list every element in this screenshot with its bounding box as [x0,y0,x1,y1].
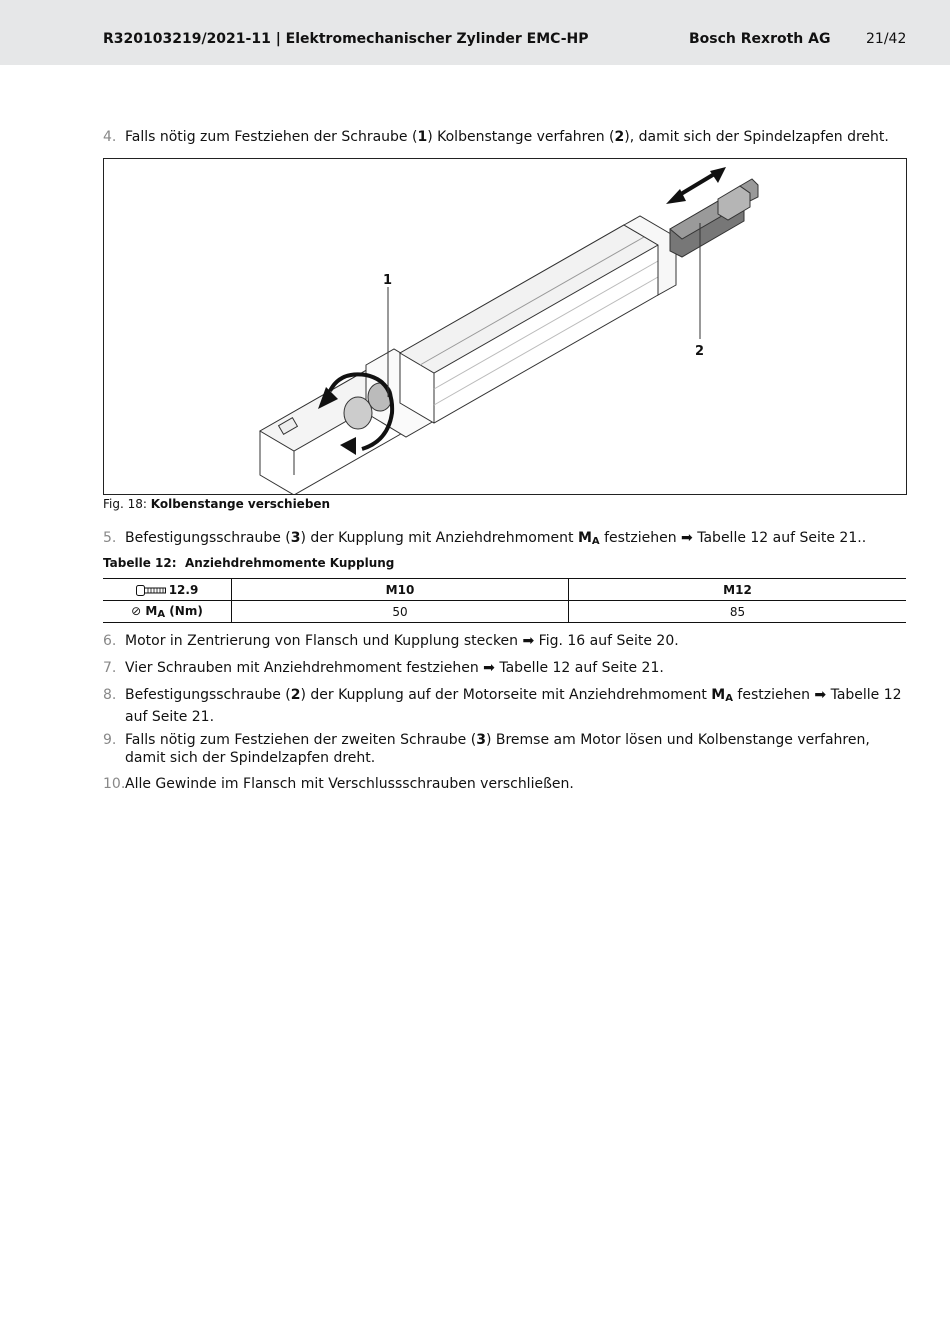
bolt-class-cell: 12.9 [103,579,232,601]
step-text: Befestigungsschraube (2) der Kupplung auf der Motorseite mit Anziehdrehmoment $M_A$ festziehen ➡ Tabelle 12 auf Seite 21. [125,687,902,725]
table-cell: 85 [569,601,907,623]
step-text: Falls nötig zum Festziehen der zweiten Schraube (3) Bremse am Motor lösen und Kolbenstange verfahren, damit sich der Spindelzapfen dreht. [125,732,870,766]
step-number: 9. [103,732,117,748]
document-title: R320103219/2021-11 | Elektromechanischer Zylinder EMC-HP [103,31,589,47]
step-number: 10. [103,776,126,792]
step-text: Vier Schrauben mit Anziehdrehmoment festziehen ➡ Tabelle 12 auf Seite 21. [125,660,664,676]
step-text: Alle Gewinde im Flansch mit Verschlussschrauben verschließen. [125,776,574,792]
step-number: 4. [103,129,117,145]
step-6 [103,632,908,650]
figure-caption: Fig. 18: Kolbenstange verschieben [103,497,331,511]
step-4 [103,128,908,146]
callout-2: 2 [695,344,705,359]
torque-table [103,578,906,623]
step-7 [103,659,908,677]
table-header-row [103,579,906,601]
step-10 [103,775,908,793]
cylinder-illustration [104,159,906,494]
company-name: Bosch Rexroth AG [689,31,831,47]
table-row [103,601,906,623]
step-number: 8. [103,687,117,703]
step-9 [103,731,908,767]
step-5 [103,529,908,551]
table-cell: 50 [232,601,569,623]
bolt-icon [136,585,166,596]
table-caption: Tabelle 12: Anziehdrehmomente Kupplung [103,556,395,570]
step-number: 5. [103,530,117,546]
step-text: Befestigungsschraube (3) der Kupplung mit Anziehdrehmoment $M_A$ festziehen ➡ Tabelle 12 auf Seite 21.. [125,530,867,547]
callout-1: 1 [383,273,393,288]
step-number: 7. [103,660,117,676]
column-header: M12 [569,579,907,601]
page-number: 21/42 [866,31,907,47]
step-text: Motor in Zentrierung von Flansch und Kupplung stecken ➡ Fig. 16 auf Seite 20. [125,633,679,649]
step-text: Falls nötig zum Festziehen der Schraube (1) Kolbenstange verfahren (2), damit sich der Spindelzapfen dreht. [125,129,889,145]
row-label: ⊘ $M_A$ (Nm) [103,601,232,623]
step-8 [103,686,908,726]
page-header [0,0,950,65]
column-header: M10 [232,579,569,601]
figure-kolbenstange [103,158,907,495]
step-number: 6. [103,633,117,649]
